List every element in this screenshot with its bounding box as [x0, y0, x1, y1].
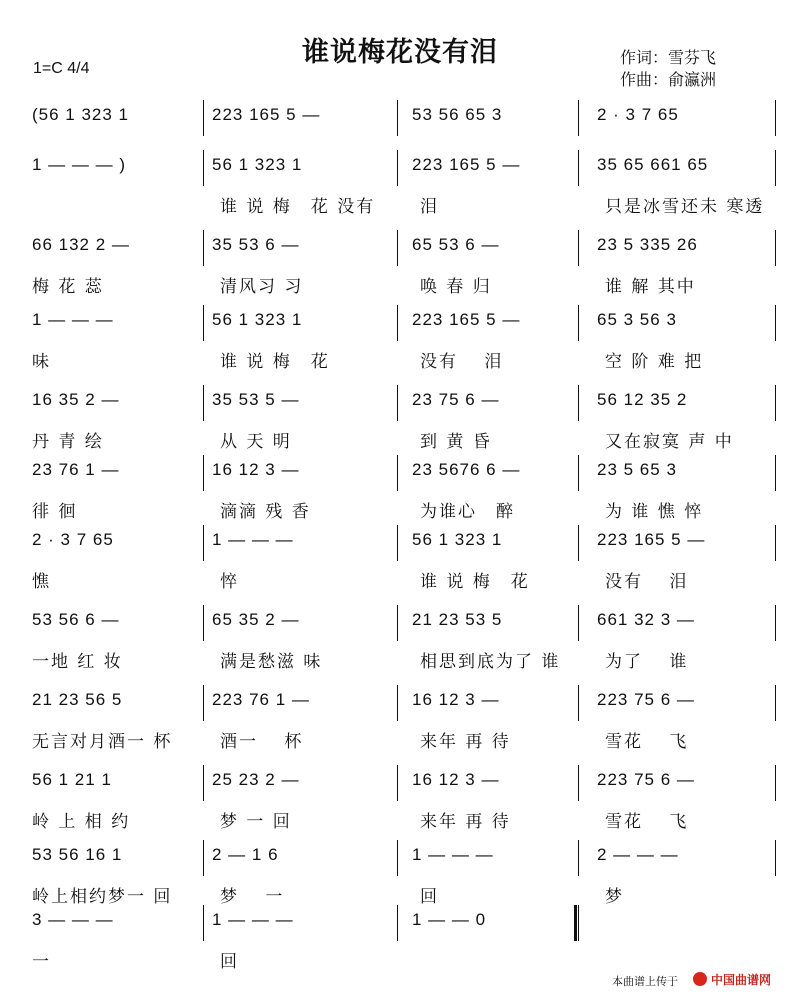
measure-notes: 65 35 2 — — [212, 610, 300, 629]
barline — [203, 765, 204, 801]
lyric-line: 空 阶 难 把 — [605, 352, 704, 372]
measure-notes: 35 53 6 — — [212, 235, 300, 254]
measure-notes: 56 12 35 2 — [597, 390, 688, 409]
lyric-line: 悴 — [220, 572, 239, 592]
barline — [578, 100, 579, 136]
lyric-line: 泪 — [420, 197, 439, 217]
barline — [775, 685, 776, 721]
lyric-line: 岭 上 相 约 — [32, 812, 131, 832]
lyric-line: 相思到底为了 谁 — [420, 652, 561, 672]
barline — [578, 305, 579, 341]
barline — [203, 455, 204, 491]
barline — [203, 840, 204, 876]
measure-notes: 21 23 53 5 — [412, 610, 503, 629]
measure-notes: 1 — — — — [32, 310, 114, 329]
measure-notes: 1 — — 0 — [412, 910, 487, 929]
site-logo — [693, 970, 793, 990]
lyric-line: 憔 — [32, 572, 51, 592]
measure-notes: 53 56 6 — — [32, 610, 120, 629]
barline — [397, 685, 398, 721]
measure-notes: 1 — — — — [212, 910, 294, 929]
measure-notes: 23 75 6 — — [412, 390, 500, 409]
lyric-line: 梦 一 — [220, 887, 285, 907]
measure-notes: 66 132 2 — — [32, 235, 130, 254]
measure-notes: 223 75 6 — — [597, 770, 695, 789]
measure-notes: 25 23 2 — — [212, 770, 300, 789]
lyric-line: 谁 说 梅 花 — [420, 572, 530, 592]
barline — [397, 905, 398, 941]
composer-credit: 作曲：俞瀛洲 — [620, 70, 717, 89]
lyric-line: 无言对月酒一 杯 — [32, 732, 173, 752]
measure-notes: 223 165 5 — — [597, 530, 706, 549]
lyric-line: 满是愁滋 味 — [220, 652, 323, 672]
measure-notes: 23 5676 6 — — [412, 460, 521, 479]
barline — [397, 100, 398, 136]
barline — [203, 305, 204, 341]
barline — [775, 100, 776, 136]
barline — [775, 230, 776, 266]
barline — [203, 685, 204, 721]
measure-notes: 1 — — — — [212, 530, 294, 549]
barline — [397, 840, 398, 876]
barline — [578, 765, 579, 801]
lyric-line: 雪花 飞 — [605, 732, 689, 752]
measure-notes: 56 1 21 1 — [32, 770, 112, 789]
lyric-line: 来年 再 待 — [420, 812, 511, 832]
measure-notes: 1 — — — — [412, 845, 494, 864]
lyric-line: 为 谁 憔 悴 — [605, 502, 704, 522]
lyric-line: 回 — [420, 887, 439, 907]
measure-notes: 2 — 1 6 — [212, 845, 279, 864]
measure-notes: 2 · 3 7 65 — [597, 105, 679, 124]
barline — [775, 840, 776, 876]
barline — [775, 385, 776, 421]
lyric-line: 梦 一 回 — [220, 812, 292, 832]
barline — [775, 305, 776, 341]
lyric-line: 谁 说 梅 花 没有 — [220, 197, 376, 217]
lyric-line: 没有 泪 — [420, 352, 504, 372]
lyric-line: 梦 — [605, 887, 624, 907]
measure-notes: 223 75 6 — — [597, 690, 695, 709]
barline — [397, 455, 398, 491]
measure-notes: (56 1 323 1 — [32, 105, 130, 124]
upload-note: 本曲谱上传于 — [612, 975, 678, 988]
measure-notes: 23 5 65 3 — [597, 460, 677, 479]
barline — [397, 605, 398, 641]
measure-notes: 16 12 3 — — [212, 460, 300, 479]
barline — [203, 150, 204, 186]
barline — [775, 455, 776, 491]
lyric-line: 只是冰雪还未 寒透 — [605, 197, 765, 217]
lyric-line: 岭上相约梦一 回 — [32, 887, 173, 907]
lyric-line: 没有 泪 — [605, 572, 689, 592]
measure-notes: 21 23 56 5 — [32, 690, 123, 709]
lyric-line: 雪花 飞 — [605, 812, 689, 832]
lyric-line: 又在寂寞 声 中 — [605, 432, 734, 452]
measure-notes: 223 165 5 — — [212, 105, 321, 124]
lyric-line: 来年 再 待 — [420, 732, 511, 752]
barline — [203, 525, 204, 561]
measure-notes: 223 76 1 — — [212, 690, 310, 709]
barline — [775, 150, 776, 186]
barline — [578, 150, 579, 186]
barline — [203, 605, 204, 641]
barline — [397, 150, 398, 186]
key-signature: 1=C 4/4 — [33, 60, 90, 77]
lyric-line: 谁 解 其中 — [605, 277, 696, 297]
barline — [203, 230, 204, 266]
measure-notes: 223 165 5 — — [412, 155, 521, 174]
measure-notes: 16 12 3 — — [412, 690, 500, 709]
measure-notes: 53 56 65 3 — [412, 105, 503, 124]
barline — [775, 765, 776, 801]
lyric-line: 清风习 习 — [220, 277, 304, 297]
final-barline — [574, 905, 577, 941]
lyric-line: 梅 花 蕊 — [32, 277, 104, 297]
measure-notes: 56 1 323 1 — [212, 155, 303, 174]
barline — [578, 840, 579, 876]
lyric-line: 一地 红 妆 — [32, 652, 123, 672]
barline — [397, 305, 398, 341]
song-title: 谁说梅花没有泪 — [302, 37, 498, 68]
barline — [397, 385, 398, 421]
barline — [775, 605, 776, 641]
lyric-line: 为谁心 醉 — [420, 502, 515, 522]
barline — [578, 605, 579, 641]
lyricist-credit: 作词：雪芬飞 — [620, 48, 717, 67]
lyric-line: 唤 春 归 — [420, 277, 492, 297]
barline — [203, 385, 204, 421]
lyric-line: 滴滴 残 香 — [220, 502, 311, 522]
barline — [397, 765, 398, 801]
measure-notes: 2 — — — — [597, 845, 679, 864]
logo-mark-icon — [693, 972, 707, 986]
measure-notes: 56 1 323 1 — [412, 530, 503, 549]
lyric-line: 回 — [220, 952, 239, 972]
barline — [578, 905, 579, 941]
lyric-line: 味 — [32, 352, 51, 372]
barline — [578, 685, 579, 721]
measure-notes: 661 32 3 — — [597, 610, 695, 629]
measure-notes: 2 · 3 7 65 — [32, 530, 114, 549]
measure-notes: 65 53 6 — — [412, 235, 500, 254]
measure-notes: 53 56 16 1 — [32, 845, 123, 864]
barline — [397, 230, 398, 266]
measure-notes: 35 53 5 — — [212, 390, 300, 409]
measure-notes: 16 12 3 — — [412, 770, 500, 789]
measure-notes: 23 5 335 26 — [597, 235, 698, 254]
lyric-line: 丹 青 绘 — [32, 432, 104, 452]
barline — [203, 100, 204, 136]
barline — [578, 455, 579, 491]
measure-notes: 223 165 5 — — [412, 310, 521, 329]
measure-notes: 3 — — — — [32, 910, 114, 929]
measure-notes: 16 35 2 — — [32, 390, 120, 409]
lyric-line: 酒一 杯 — [220, 732, 304, 752]
site-name: 中国曲谱网 — [711, 973, 772, 987]
measure-notes: 56 1 323 1 — [212, 310, 303, 329]
lyric-line: 一 — [32, 952, 51, 972]
lyric-line: 徘 徊 — [32, 502, 78, 522]
barline — [203, 905, 204, 941]
measure-notes: 65 3 56 3 — [597, 310, 677, 329]
measure-notes: 1 — — — ) — [32, 155, 127, 174]
lyric-line: 从 天 明 — [220, 432, 292, 452]
lyric-line: 为了 谁 — [605, 652, 689, 672]
lyric-line: 谁 说 梅 花 — [220, 352, 330, 372]
measure-notes: 35 65 661 65 — [597, 155, 709, 174]
barline — [578, 385, 579, 421]
lyric-line: 到 黄 昏 — [420, 432, 492, 452]
barline — [578, 525, 579, 561]
barline — [775, 525, 776, 561]
barline — [397, 525, 398, 561]
barline — [578, 230, 579, 266]
measure-notes: 23 76 1 — — [32, 460, 120, 479]
